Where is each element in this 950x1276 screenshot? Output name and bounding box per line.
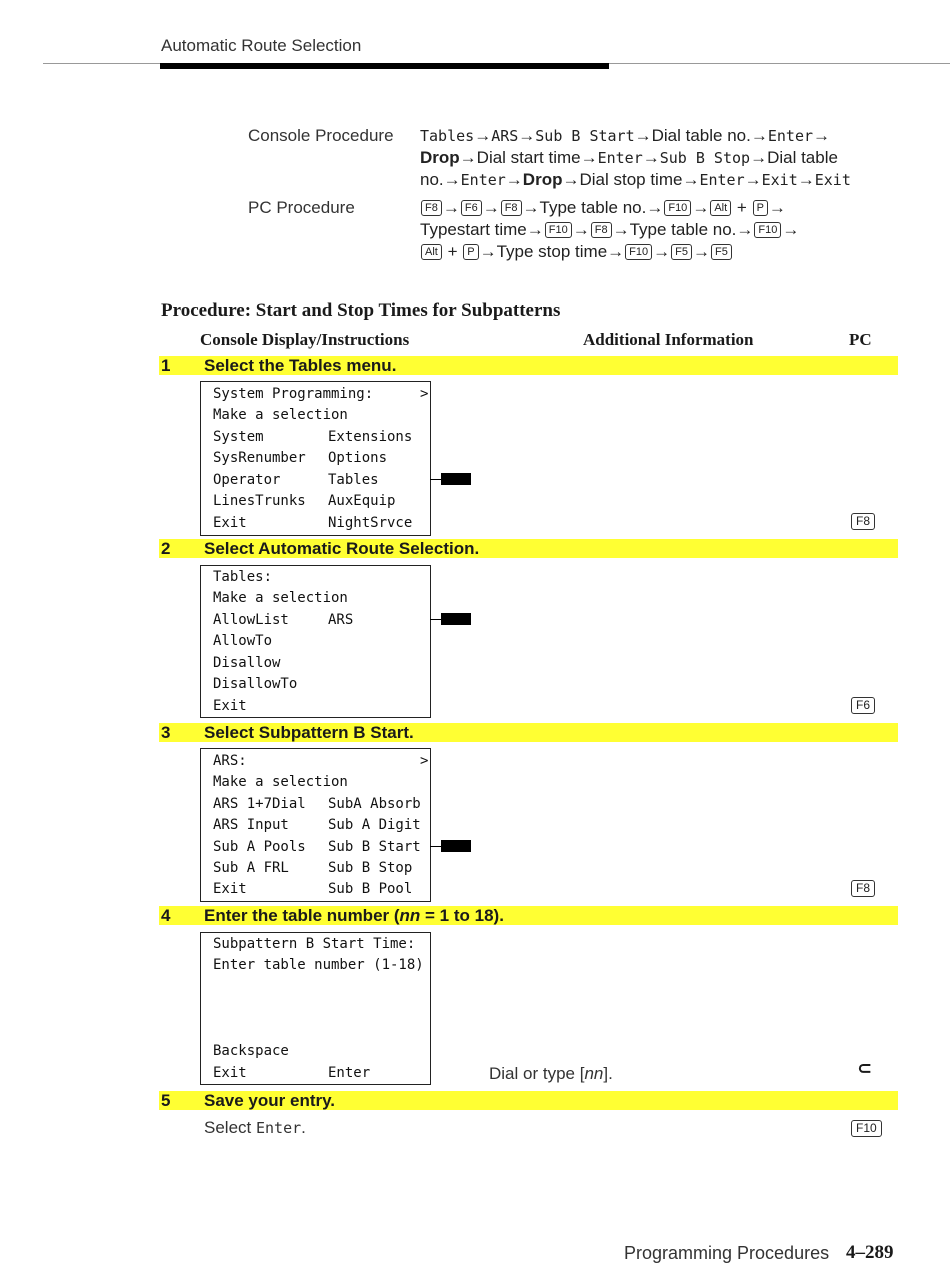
f10-key-icon: F10 <box>625 244 652 260</box>
section-title: Procedure: Start and Stop Times for Subpatterns <box>161 300 561 321</box>
console-procedure-line-2: Drop→Dial start time→Enter→Sub B Stop→Dial table <box>420 148 838 167</box>
f5-key-icon: F5 <box>671 244 692 260</box>
f8-key-icon: F8 <box>851 513 875 530</box>
step-number: 3 <box>161 723 171 742</box>
pc-procedure-label: PC Procedure <box>248 198 355 217</box>
f8-key-icon: F8 <box>501 200 522 216</box>
console-screen-3: ARS: > Make a selection ARS 1+7Dial SubA Absorb ARS Input Sub A Digit Sub A Pools Sub B Start Sub A FRL Sub B Stop Exit Sub B Pool <box>200 748 431 902</box>
step-number: 2 <box>161 539 171 558</box>
additional-info-step-4: Dial or type [nn]. <box>489 1064 613 1083</box>
selection-pointer-icon <box>441 840 471 852</box>
column-header-console: Console Display/Instructions <box>200 330 410 349</box>
alt-key-icon: Alt <box>710 200 731 216</box>
f10-key-icon: F10 <box>545 222 572 238</box>
f8-key-icon: F8 <box>851 880 875 897</box>
step-title: Enter the table number (nn = 1 to 18). <box>204 906 504 925</box>
p-key-icon: P <box>753 200 768 216</box>
console-procedure-line-1: Tables→ARS→Sub B Start→Dial table no.→Enter→ <box>420 126 831 145</box>
step-5-bar <box>159 1091 898 1110</box>
console-screen-4: Subpattern B Start Time: Enter table number (1-18) Backspace Exit Enter <box>200 932 431 1085</box>
more-arrow-icon: > <box>420 386 429 402</box>
step-title: Select Subpattern B Start. <box>204 723 414 742</box>
footer-section-title: Programming Procedures <box>624 1243 830 1263</box>
step-number: 5 <box>161 1091 171 1110</box>
f8-key-icon: F8 <box>421 200 442 216</box>
f5-key-icon: F5 <box>711 244 732 260</box>
console-procedure-line-3: no.→Enter→Drop→Dial stop time→Enter→Exit→Exit <box>420 170 851 189</box>
f8-key-icon: F8 <box>591 222 612 238</box>
step-1-bar <box>159 356 898 375</box>
step-title: Select Automatic Route Selection. <box>204 539 480 558</box>
alt-key-icon: Alt <box>421 244 442 260</box>
step-3-bar <box>159 723 898 742</box>
arrow-icon: → <box>474 126 492 145</box>
f10-key-icon: F10 <box>664 200 691 216</box>
step-number: 1 <box>161 356 171 375</box>
step-5-instruction: Select Enter. <box>204 1118 306 1137</box>
pc-procedure-line-2: Typestart time→ F10 → F8 →Type table no.→ F10 → <box>420 220 800 239</box>
console-screen-1: System Programming: > Make a selection System Extensions SysRenumber Options Operator Tables LinesTrunks AuxEquip Exit NightSrvce <box>200 381 431 536</box>
step-title: Save your entry. <box>204 1091 336 1110</box>
step-4-bar <box>159 906 898 925</box>
f6-key-icon: F6 <box>851 697 875 714</box>
column-header-info: Additional Information <box>583 330 754 349</box>
column-header-pc: PC <box>849 330 872 349</box>
header-rule-bold <box>160 63 609 69</box>
f6-key-icon: F6 <box>461 200 482 216</box>
console-procedure-label: Console Procedure <box>248 126 394 145</box>
step-number: 4 <box>161 906 171 925</box>
running-header: Automatic Route Selection <box>161 36 362 55</box>
p-key-icon: P <box>463 244 478 260</box>
pc-procedure-line-3: Alt + P →Type stop time→ F10 → F5 → F5 <box>420 242 733 262</box>
step-title: Select the Tables menu. <box>204 356 397 375</box>
step-2-bar <box>159 539 898 558</box>
selection-pointer-icon <box>441 473 471 485</box>
return-key-icon: ⊂ <box>857 1058 873 1078</box>
page-number: 4–289 <box>846 1242 894 1263</box>
more-arrow-icon: > <box>420 753 429 769</box>
f10-key-icon: F10 <box>754 222 781 238</box>
f10-key-icon: F10 <box>851 1120 882 1137</box>
console-screen-2: Tables: Make a selection AllowList ARS AllowTo Disallow DisallowTo Exit <box>200 565 431 718</box>
selection-pointer-icon <box>441 613 471 625</box>
pc-procedure-line-1: F8 → F6 → F8 →Type table no.→ F10 → Alt + P → <box>420 198 786 218</box>
